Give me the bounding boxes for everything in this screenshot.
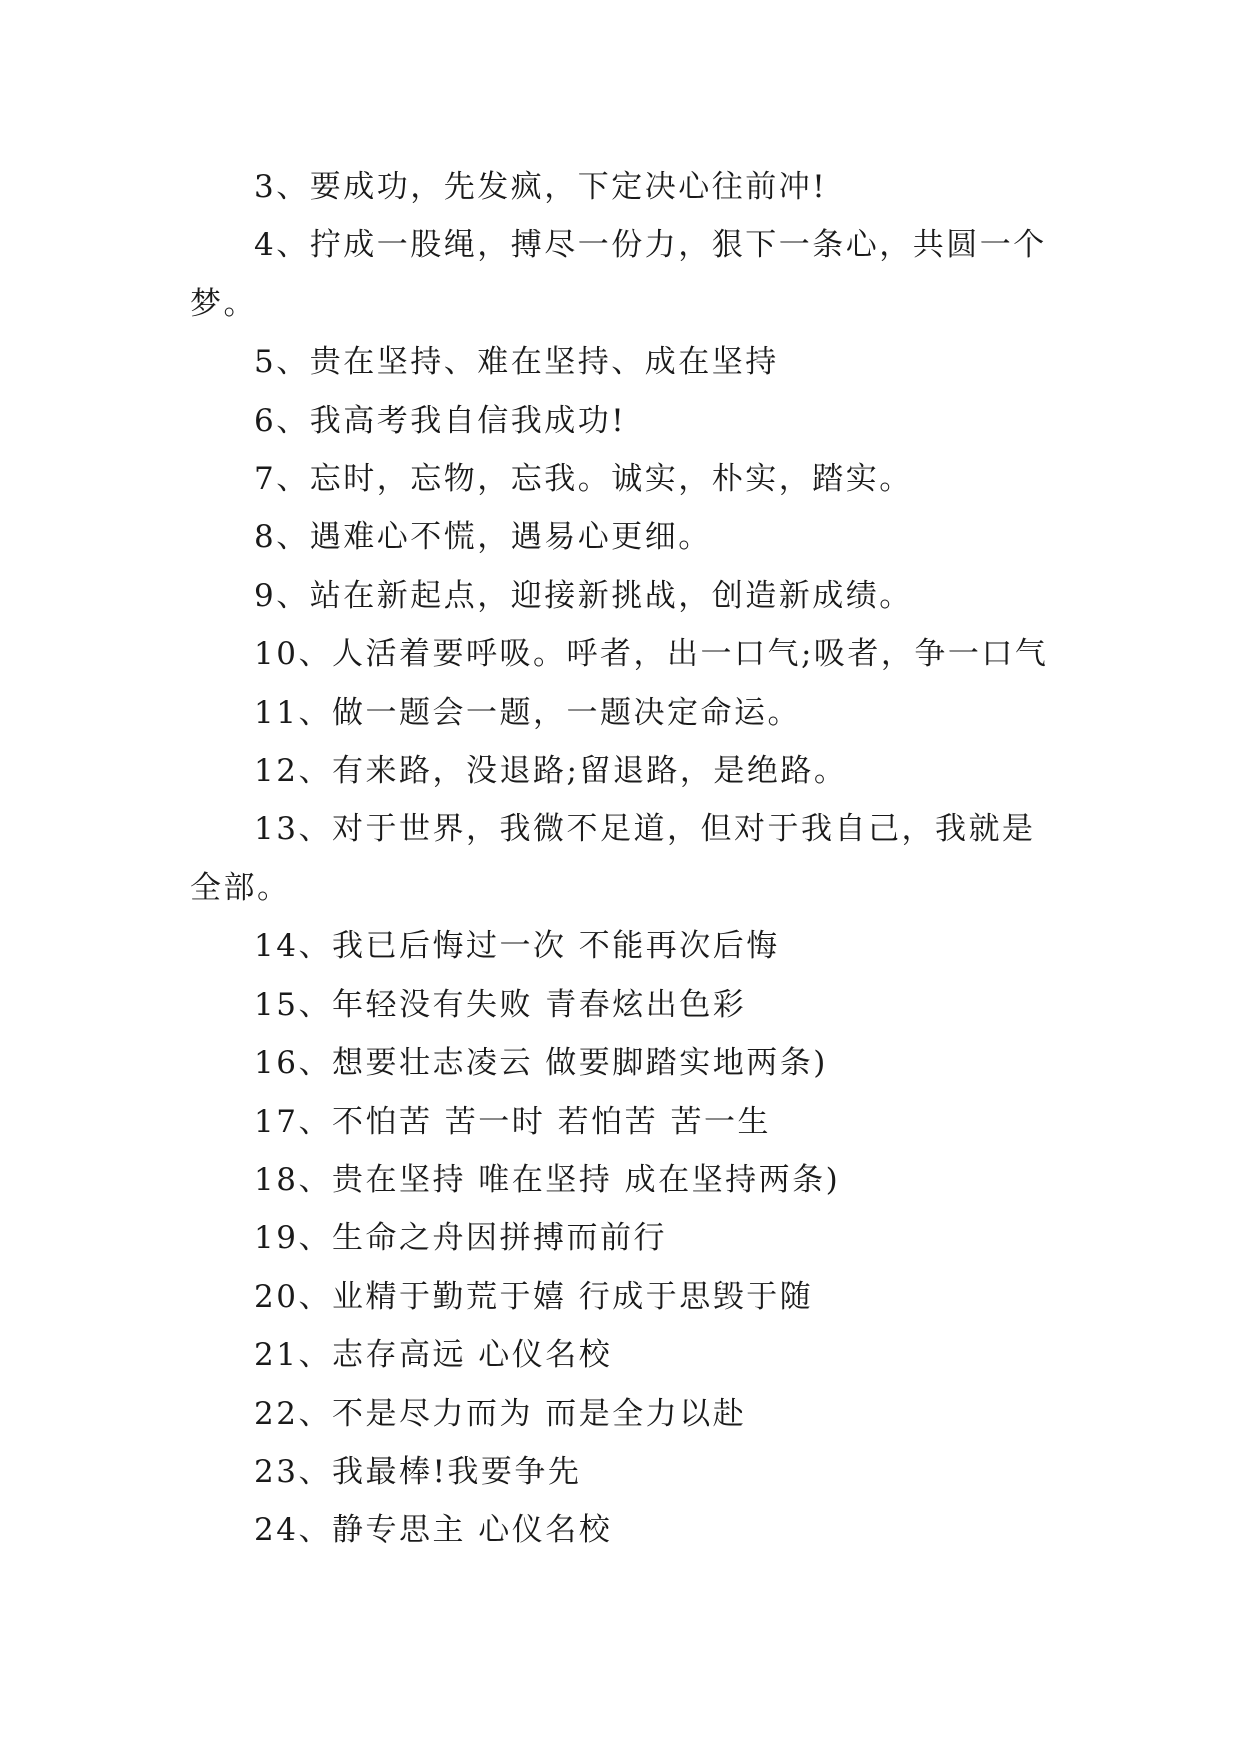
- slogan-paragraph: 5、贵在坚持、难在坚持、成在坚持: [254, 344, 779, 381]
- slogan-paragraph: 14、我已后悔过一次 不能再次后悔: [254, 928, 780, 965]
- slogan-paragraph: 24、静专思主 心仪名校: [254, 1512, 613, 1549]
- slogan-paragraph: 12、有来路，没退路;留退路，是绝路。: [254, 753, 848, 790]
- slogan-paragraph: 22、不是尽力而为 而是全力以赴: [254, 1395, 747, 1432]
- slogan-paragraph: 23、我最棒!我要争先: [254, 1453, 582, 1490]
- slogan-paragraph: 4、拧成一股绳，搏尽一份力，狠下一条心，共圆一个梦。: [190, 227, 1047, 322]
- slogan-paragraph: 6、我高考我自信我成功!: [254, 402, 627, 439]
- slogan-paragraph: 11、做一题会一题，一题决定命运。: [254, 694, 801, 731]
- slogan-paragraph: 21、志存高远 心仪名校: [254, 1337, 613, 1374]
- slogan-paragraph: 20、业精于勤荒于嬉 行成于思毁于随: [254, 1278, 814, 1315]
- document-body: [190, 158, 1050, 1560]
- slogan-paragraph: 19、生命之舟因拼搏而前行: [254, 1220, 667, 1257]
- slogan-paragraph: 10、人活着要呼吸。呼者，出一口气;吸者，争一口气: [254, 636, 1049, 673]
- slogan-paragraph: 17、不怕苦 苦一时 若怕苦 苦一生: [254, 1103, 772, 1140]
- slogan-paragraph: 3、要成功，先发疯，下定决心往前冲!: [254, 169, 828, 205]
- slogan-paragraph: 13、对于世界，我微不足道，但对于我自己，我就是全部。: [190, 811, 1036, 906]
- slogan-paragraph: 16、想要壮志凌云 做要脚踏实地两条): [254, 1045, 828, 1082]
- slogan-paragraph: 7、忘时，忘物，忘我。诚实，朴实，踏实。: [254, 461, 913, 498]
- slogan-paragraph: 9、站在新起点，迎接新挑战，创造新成绩。: [254, 577, 913, 614]
- slogan-paragraph: 18、贵在坚持 唯在坚持 成在坚持两条): [254, 1161, 841, 1198]
- slogan-paragraph: 15、年轻没有失败 青春炫出色彩: [254, 986, 747, 1023]
- slogan-paragraph: 8、遇难心不慌，遇易心更细。: [254, 519, 712, 556]
